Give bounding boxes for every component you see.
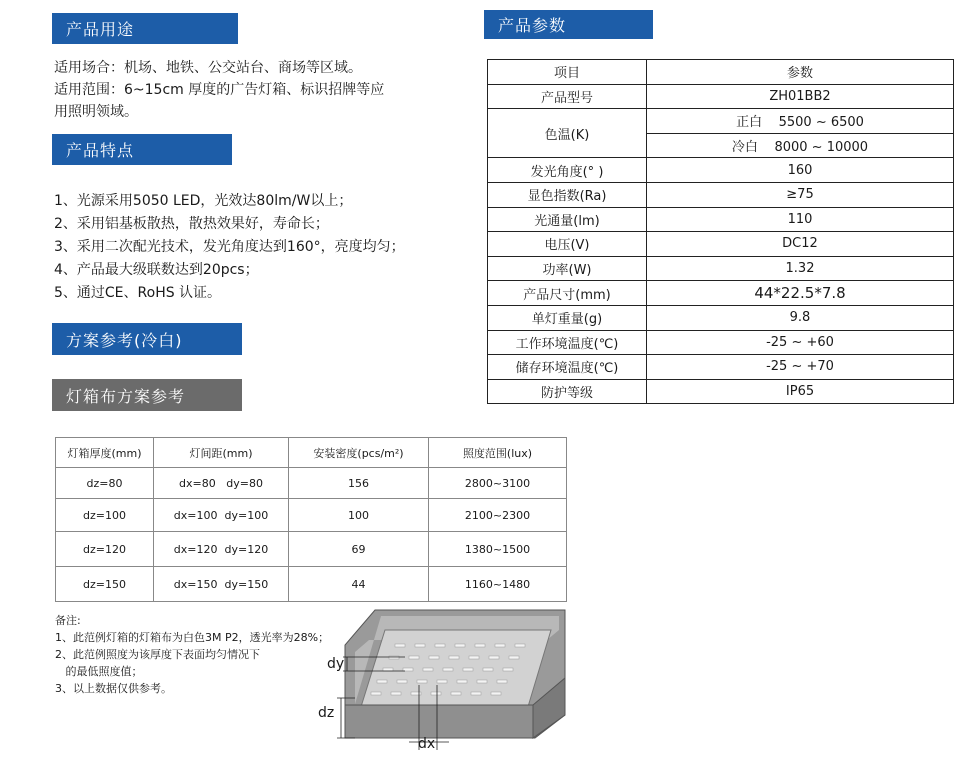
table-cell: dz=80 <box>56 468 154 499</box>
table-row <box>488 330 954 355</box>
temp-range: 5500 ~ 6500 <box>778 115 864 131</box>
spec-value: -25 ~ +60 <box>647 330 954 355</box>
temp-range: 8000 ~ 10000 <box>774 140 869 156</box>
note-line: 的最低照度值； <box>55 665 143 678</box>
usage-text <box>54 57 384 123</box>
table-cell: 2800~3100 <box>429 468 567 499</box>
table-row <box>488 281 954 306</box>
usage-line: 适用范围：6~15cm 厚度的广告灯箱、标识招牌等应 <box>54 82 385 98</box>
table-row <box>56 499 567 532</box>
table-row <box>488 232 954 257</box>
table-cell: 2100~2300 <box>429 499 567 532</box>
table-cell: 69 <box>289 532 429 567</box>
table-row <box>56 567 567 602</box>
spec-value: DC12 <box>647 232 954 257</box>
table-row <box>488 84 954 109</box>
table-header-cell: 灯箱厚度(mm) <box>56 438 154 468</box>
table-header-cell: 项目 <box>488 60 647 85</box>
list-item: 1、光源采用5050 LED，光效达80lm/W以上； <box>54 193 353 209</box>
note-line: 2、此范例照度为该厚度下表面均匀情况下 <box>55 648 260 661</box>
dy-label: dy <box>327 656 345 672</box>
spec-label: 光通量(lm) <box>488 207 647 232</box>
table-header-cell: 安装密度(pcs/m²) <box>289 438 429 468</box>
list-item: 4、产品最大级联数达到20pcs； <box>54 262 259 278</box>
section-scheme-header <box>52 323 242 355</box>
spec-label: 显色指数(Ra) <box>488 182 647 207</box>
note-line: 3、以上数据仅供参考。 <box>55 682 172 695</box>
note-line: 1、此范例灯箱的灯箱布为白色3M P2，透光率为28%； <box>55 631 330 644</box>
section-scheme-title: 方案参考(冷白) <box>66 330 183 350</box>
table-row <box>488 60 954 85</box>
spec-value <box>647 109 954 134</box>
list-item: 5、通过CE、RoHS 认证。 <box>54 285 222 301</box>
features-list <box>54 190 405 305</box>
table-row <box>488 158 954 183</box>
table-row <box>488 182 954 207</box>
spec-value: 1.32 <box>647 256 954 281</box>
table-row <box>488 109 954 134</box>
table-header-cell: 参数 <box>647 60 954 85</box>
lightbox-diagram <box>315 600 575 758</box>
section-lightbox-title: 灯箱布方案参考 <box>66 386 186 406</box>
spec-value: ≥75 <box>647 182 954 207</box>
spec-label: 功率(W) <box>488 256 647 281</box>
table-cell: dx=80 dy=80 <box>154 468 289 499</box>
spec-value <box>647 133 954 158</box>
spec-label: 工作环境温度(℃) <box>488 330 647 355</box>
dz-label: dz <box>318 705 335 721</box>
spec-value: IP65 <box>647 379 954 404</box>
spec-value: -25 ~ +70 <box>647 355 954 380</box>
table-cell: dz=100 <box>56 499 154 532</box>
spec-value: 9.8 <box>647 305 954 330</box>
table-cell: dx=100 dy=100 <box>154 499 289 532</box>
table-cell: dx=150 dy=150 <box>154 567 289 602</box>
table-row <box>488 379 954 404</box>
usage-line: 用照明领域。 <box>54 104 138 120</box>
spec-table <box>487 59 954 404</box>
spec-label: 色温(K) <box>488 109 647 158</box>
table-cell: dx=120 dy=120 <box>154 532 289 567</box>
table-row <box>488 305 954 330</box>
table-cell: 156 <box>289 468 429 499</box>
list-item: 2、采用铝基板散热，散热效果好，寿命长； <box>54 216 329 232</box>
section-features-header <box>52 134 232 165</box>
dx-label: dx <box>418 736 436 752</box>
table-header-cell: 灯间距(mm) <box>154 438 289 468</box>
scheme-table <box>55 437 567 602</box>
table-cell: 1160~1480 <box>429 567 567 602</box>
spec-label: 防护等级 <box>488 379 647 404</box>
table-row <box>56 438 567 468</box>
table-cell: 100 <box>289 499 429 532</box>
spec-label: 电压(V) <box>488 232 647 257</box>
section-params-title: 产品参数 <box>498 16 567 35</box>
spec-label: 产品型号 <box>488 84 647 109</box>
spec-label: 产品尺寸(mm) <box>488 281 647 306</box>
spec-label: 单灯重量(g) <box>488 305 647 330</box>
spec-value: 110 <box>647 207 954 232</box>
section-lightbox-header <box>52 379 242 411</box>
table-header-cell: 照度范围(lux) <box>429 438 567 468</box>
spec-value: 160 <box>647 158 954 183</box>
table-cell: dz=150 <box>56 567 154 602</box>
list-item: 3、采用二次配光技术，发光角度达到160°，亮度均匀； <box>54 239 405 255</box>
notes-title: 备注: <box>55 614 81 627</box>
table-cell: 1380~1500 <box>429 532 567 567</box>
temp-type-label: 冷白 <box>731 140 758 156</box>
section-usage-title: 产品用途 <box>66 20 135 39</box>
spec-label: 发光角度(° ) <box>488 158 647 183</box>
table-row <box>488 207 954 232</box>
table-row <box>488 355 954 380</box>
lightbox-illustration <box>315 600 575 758</box>
spec-value: 44*22.5*7.8 <box>647 281 954 306</box>
table-cell: dz=120 <box>56 532 154 567</box>
temp-type-label: 正白 <box>736 115 763 131</box>
spec-value: ZH01BB2 <box>647 84 954 109</box>
section-features-title: 产品特点 <box>66 141 135 160</box>
section-params-header <box>484 10 653 39</box>
usage-line: 适用场合：机场、地铁、公交站台、商场等区域。 <box>54 60 362 76</box>
table-row <box>488 256 954 281</box>
notes <box>55 612 329 697</box>
table-row <box>56 532 567 567</box>
section-usage-header <box>52 13 238 44</box>
box-front <box>345 705 533 738</box>
spec-label: 储存环境温度(℃) <box>488 355 647 380</box>
table-row <box>56 468 567 499</box>
table-cell: 44 <box>289 567 429 602</box>
